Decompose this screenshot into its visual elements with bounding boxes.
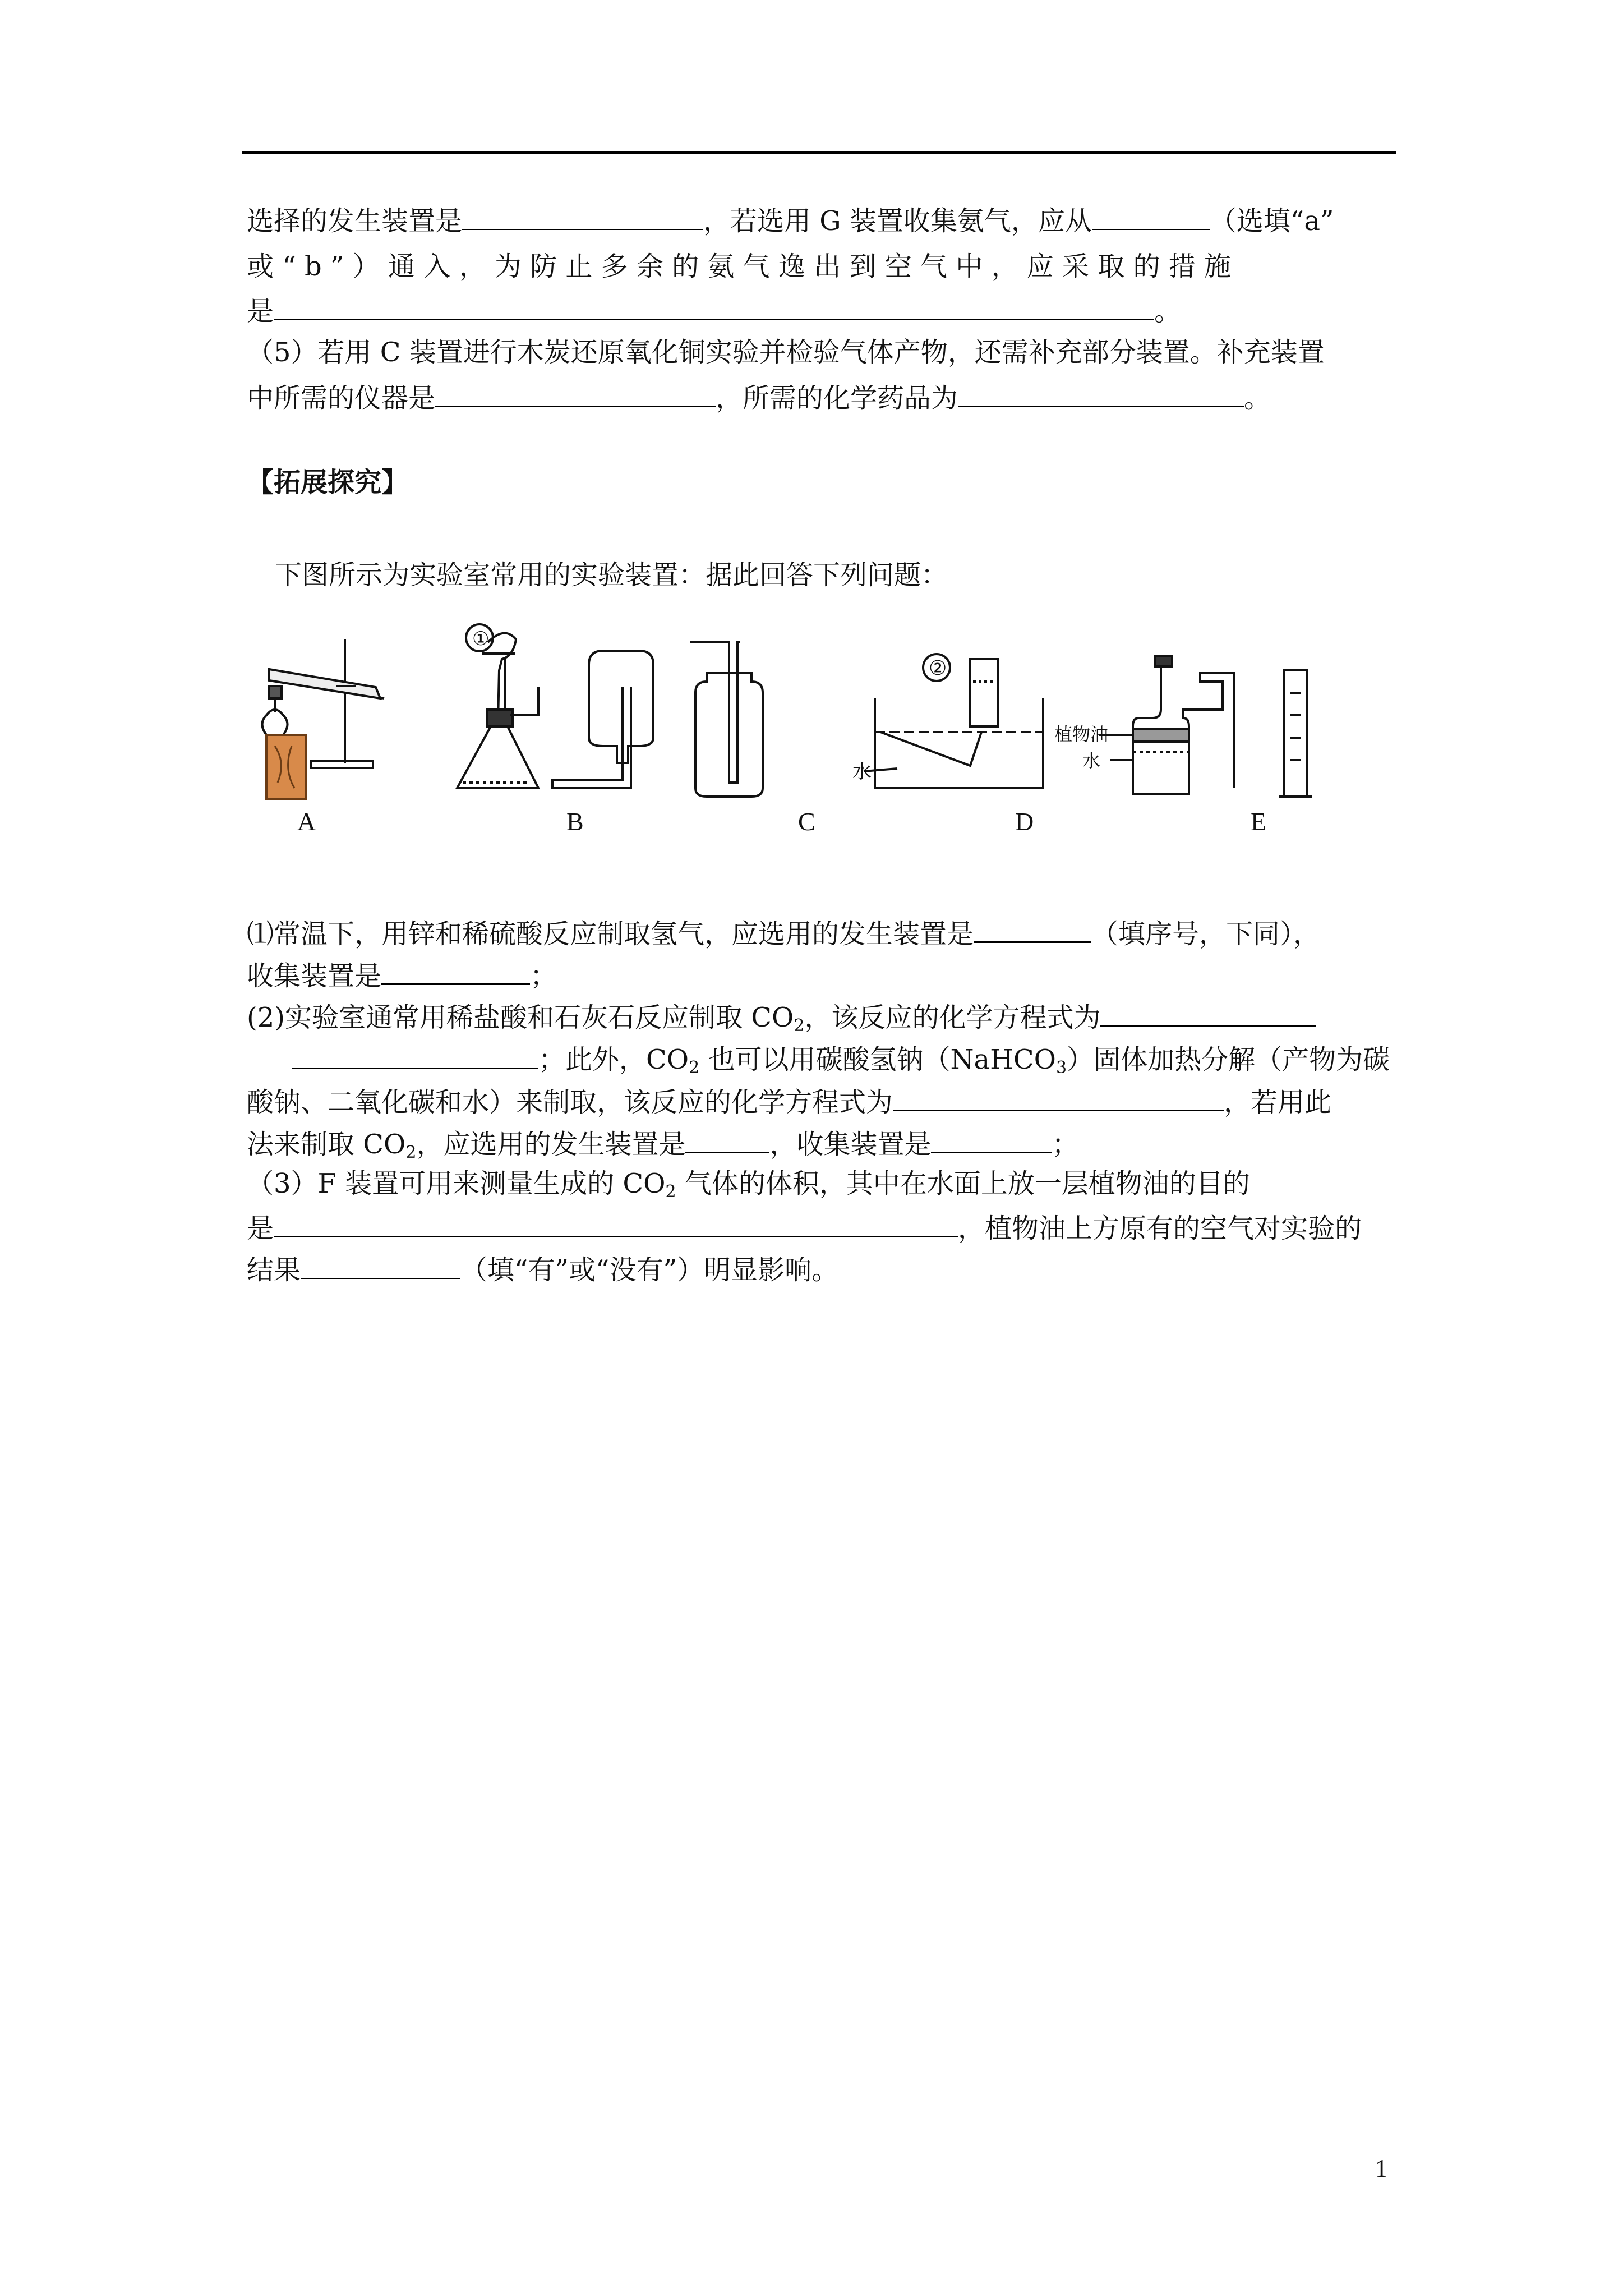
answer-blank	[974, 914, 1091, 943]
question-3-line-3	[247, 1251, 838, 1287]
apparatus-c	[552, 651, 653, 788]
answer-blank	[958, 379, 1244, 407]
question-3-line-1	[247, 1167, 1250, 1209]
water-label-d: 水	[852, 761, 872, 783]
text: ，该反应的化学方程式为	[804, 1002, 1101, 1033]
text: （填“有”或“没有”）明显影响。	[460, 1254, 839, 1286]
apparatus-b	[457, 624, 538, 788]
answer-blank	[893, 1083, 1224, 1111]
text: 是	[247, 296, 274, 327]
text: 。	[1154, 296, 1182, 327]
text: 结果	[247, 1254, 301, 1286]
text: ，植物油上方原有的空气对实验的	[958, 1213, 1362, 1244]
text: ，应选用的发生装置是	[416, 1129, 686, 1160]
answer-blank	[381, 956, 530, 985]
text-line-1	[247, 202, 1334, 238]
oil-label: 植物油	[1054, 724, 1109, 745]
text: ；此外，CO	[538, 1044, 689, 1075]
text: 收集装置是	[247, 960, 382, 992]
text: （填序号，下同），	[1091, 918, 1321, 950]
text: (2)实验室通常用稀盐酸和石灰石反应制取 CO	[247, 1002, 794, 1033]
text: （5）若用 C 装置进行木炭还原氧化铜实验并检验气体产物，还需补充部分装置。补充装置	[247, 337, 1325, 368]
text: （3）F 装置可用来测量生成的 CO	[247, 1168, 666, 1199]
text: 也可以用碳酸氢钠（NaHCO	[699, 1044, 1057, 1075]
text: ⑴常温下，用锌和稀硫酸反应制取氢气，应选用的发生装置是	[247, 918, 974, 950]
text-line-2	[247, 250, 1231, 283]
subscript: 2	[405, 1143, 417, 1162]
intro-text: 下图所示为实验室常用的实验装置：据此回答下列问题：	[275, 559, 948, 591]
figure-label-d: D	[1015, 807, 1034, 836]
text: ）固体加热分解（产物为碳	[1067, 1044, 1390, 1075]
apparatus-gas-bottle	[690, 642, 763, 797]
figure-label-b: B	[566, 807, 584, 836]
answer-blank	[1092, 202, 1210, 230]
question-1-line-1	[247, 914, 1320, 951]
figure-label-a: A	[297, 807, 316, 836]
text: 法来制取 CO	[247, 1129, 406, 1160]
answer-blank	[462, 202, 703, 230]
text-line-4	[247, 335, 1325, 369]
question-2-line-2	[292, 1041, 1390, 1085]
text: 是	[247, 1213, 274, 1244]
answer-blank	[274, 1209, 958, 1237]
text: 或 “ b ” ） 通 入 ， 为 防 止 多 余 的 氨 气 逸 出 到 空 气 中 ， 应 采 取 的 措 施	[247, 251, 1232, 282]
question-2-line-4	[247, 1125, 1078, 1170]
answer-blank	[685, 1125, 769, 1153]
text: 气体的体积，其中在水面上放一层植物油的目的	[676, 1168, 1250, 1199]
subscript: 2	[665, 1182, 676, 1202]
text: ，若选用 G 装置收集氨气，应从	[703, 205, 1092, 237]
text: （选填“a”	[1209, 205, 1334, 237]
question-3-line-2	[247, 1209, 1362, 1245]
question-1-line-2	[247, 956, 557, 993]
text: ；	[530, 960, 557, 992]
question-2-line-3	[247, 1083, 1331, 1119]
text: 中所需的仪器是	[247, 383, 436, 414]
figure-label-c: C	[798, 807, 815, 836]
subscript: 3	[1056, 1058, 1067, 1078]
header-rule	[242, 151, 1396, 154]
text: ，若用此	[1224, 1087, 1332, 1118]
section-heading: 【拓展探究】	[247, 467, 409, 498]
apparatus-d	[864, 654, 1043, 788]
question-2-line-1	[247, 999, 1316, 1043]
answer-blank	[1100, 999, 1316, 1027]
text: 。	[1244, 383, 1271, 414]
text-line-3	[247, 292, 1181, 328]
subscript: 2	[794, 1016, 805, 1036]
text: ；	[1052, 1129, 1079, 1160]
circle-2-label: ②	[929, 657, 947, 680]
text: ，收集装置是	[769, 1129, 932, 1160]
answer-blank	[274, 292, 1154, 320]
text: 选择的发生装置是	[247, 205, 463, 237]
apparatus-figure	[236, 620, 1329, 855]
text: ，所需的化学药品为	[716, 383, 958, 414]
text: 酸钠、二氧化碳和水）来制取，该反应的化学方程式为	[247, 1087, 893, 1118]
answer-blank	[292, 1041, 538, 1069]
answer-blank	[301, 1251, 460, 1279]
subscript: 2	[689, 1058, 700, 1078]
figure-label-e: E	[1251, 807, 1267, 836]
answer-blank	[931, 1125, 1052, 1153]
text-line-5	[247, 379, 1271, 415]
apparatus-a	[262, 639, 385, 799]
page-number: 1	[1375, 2155, 1387, 2182]
apparatus-e	[1099, 656, 1312, 797]
circle-1-label: ①	[472, 628, 490, 650]
water-label-e: 水	[1082, 750, 1101, 771]
answer-blank	[435, 379, 716, 407]
